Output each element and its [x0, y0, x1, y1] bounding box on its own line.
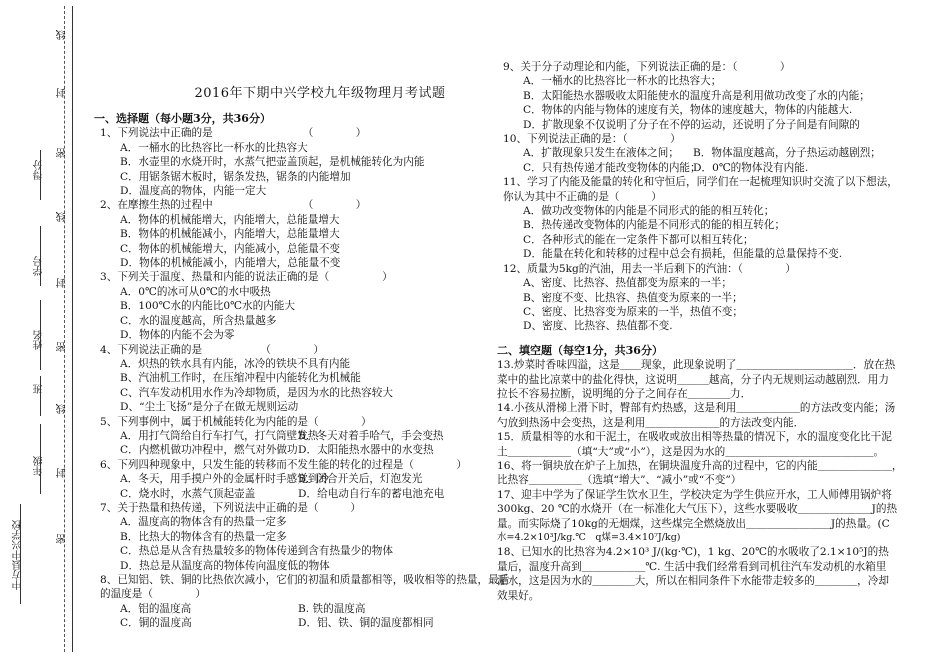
option: C．用锯条锯木板时，锯条发热，锯条的内能增加 — [120, 170, 351, 183]
option: C．热总是从含有热量较多的物体传递到含有热量少的物体 — [120, 545, 393, 558]
option: C、密度、比热容变为原来的一半，热值不变； — [523, 305, 743, 318]
margin-label-feng: 封 — [57, 468, 68, 478]
question-18: 18、已知水的比热容为4.2×10³ J/(kg·℃)，1 kg、20℃的水吸收了2.1×10⁵J的热 — [497, 546, 889, 559]
school-field-line[interactable] — [20, 504, 21, 604]
question-8: 8、已知铝、铁、铜的比热依次减小，它们的初温和质量都相等，吸收相等的热量，最后 — [100, 574, 510, 586]
question-10: 10、下列说法正确的是：（ ） — [503, 133, 681, 146]
question-18-continued: 效果好。 — [497, 589, 540, 602]
option-row — [94, 487, 489, 501]
option: B．冬天对着手哈气，手会变热 — [298, 429, 444, 442]
option-row — [94, 443, 489, 457]
binding-line — [72, 6, 73, 652]
option: B．物体温度越高，分子热运动越剧烈； — [693, 147, 881, 160]
question-18-continued: 量后，温度升高到＿＿＿＿＿＿℃. 生活中我们经常看到司机往汽车发动机的水箱里 — [497, 560, 887, 573]
option-row — [497, 146, 917, 160]
margin-label-feng: 封 — [57, 88, 68, 98]
margin-label-name: 姓名 — [34, 330, 45, 350]
option: D．物体的机械能减小，内能增大，总能量不变 — [120, 257, 341, 270]
option: B、汽油机工作时，在压缩冲程中内能转化为机械能 — [120, 372, 361, 385]
question-13: 13.炒菜时香味四溢，这是＿＿现象，此现象说明了＿＿＿＿＿＿＿＿＿＿＿．放在热 — [497, 359, 896, 372]
option: B．比热大的物体含有的热量一定多 — [120, 530, 287, 543]
margin-label-mi: 密 — [57, 148, 68, 158]
option-row — [94, 472, 489, 486]
margin-label-xian: 线 — [57, 212, 68, 222]
option: C．内燃机做功冲程中，燃气对外做功 — [120, 444, 298, 457]
margin-label-feng: 封 — [57, 278, 68, 288]
exam-title: 2016年下期中兴学校九年级物理月考试题 — [194, 86, 446, 101]
option: C．水的温度越高，所含热量越多 — [120, 314, 277, 327]
option: D．能量在转化和转移的过程中总会有损耗，但能量的总量保持不变. — [523, 248, 843, 261]
question-17-continued: 量。而实际烧了10kg的无烟煤，这些煤完全燃烧放出＿＿＿＿＿＿＿＿J的热量。(C — [497, 517, 890, 530]
right-column — [497, 60, 917, 603]
left-column — [94, 112, 510, 631]
question-6: 6、下列四种现象中，只发生能的转移而不发生能的转化的过程是（ ） — [100, 458, 467, 471]
question-5: 5、下列事例中，属于机械能转化为内能的是（ ） — [100, 415, 372, 428]
question-16: 16、将一铜块放在炉子上加热，在铜块温度升高的过程中，它的内能＿＿＿＿＿＿＿， — [497, 459, 903, 472]
question-11: 11、学习了内能及能量的转化和守恒后，同学们在一起梳理知识时交流了以下想法， — [503, 176, 898, 189]
option: B. 铁的温度高 — [298, 602, 366, 615]
option: B．100℃水的内能比0℃水的内能大 — [120, 300, 295, 313]
spacer — [497, 334, 917, 344]
option: C．物体的机械能增大，内能减小，总能量不变 — [120, 242, 340, 255]
question-14-continued: 勺放到热汤中会变热，这是利用＿＿＿＿＿＿＿的方法改变内能． — [497, 416, 805, 429]
binding-dashed-line — [64, 6, 65, 652]
option: D．铝、铁、铜的温度都相同 — [298, 617, 434, 630]
option: C．铜的温度高 — [120, 617, 192, 630]
option: C．物体的内能与物体的速度有关，物体的速度越大，物体的内能越大. — [523, 104, 853, 117]
option: A．扩散现象只发生在液体之间； — [523, 147, 679, 160]
question-15: 15．质量相等的水和干泥土，在吸收或放出相等热量的情况下，水的温度变化比干泥 — [497, 431, 892, 444]
question-8-continued: 的温度是（ ） — [100, 588, 206, 601]
binding-margin — [0, 0, 88, 658]
margin-label-xian: 线 — [57, 30, 68, 40]
question-14: 14.小孩从滑梯上滑下时，臀部有灼热感，这是利用＿＿＿＿＿＿的方法改变内能；汤 — [497, 402, 896, 415]
section-heading-fill: 二、填空题（每空1分，共36分） — [497, 343, 663, 357]
margin-label-score: 得分 — [34, 160, 45, 180]
margin-label-mi: 密 — [57, 534, 68, 544]
margin-label-school: 中方县中兴学校 — [13, 520, 24, 590]
question-16-continued: 比热容＿＿＿＿＿（选填“增大”、“减小”或“不变”） — [497, 474, 742, 487]
option: D、“尘土飞扬”是分子在做无规则运动 — [120, 401, 299, 414]
question-1: 1、下列说法中正确的是 （ ） — [100, 127, 367, 140]
option: A．温度高的物体含有的热量一定多 — [120, 516, 287, 529]
class-field-line[interactable] — [40, 376, 41, 416]
question-15-continued: 土＿＿＿＿＿＿（填“大”或“小”），这是因为水的＿＿＿＿＿＿＿＿＿＿＿＿＿＿。 — [497, 445, 885, 458]
margin-label-mi: 密 — [57, 342, 68, 352]
question-13-continued: 菜中的盐比凉菜中的盐化得快，这说明＿＿＿越高，分子内无规则运动越剧烈．用力 — [497, 373, 889, 386]
question-3: 3、下列关于温度、热量和内能的说法正确的是（ ） — [100, 271, 393, 284]
option: C．烧水时，水蒸气顶起壶盖 — [120, 487, 256, 500]
student-id-field-line[interactable] — [40, 226, 41, 286]
option: D．物体的内能不会为零 — [120, 329, 235, 342]
question-4: 4、下列说法正确的是 （ ） — [100, 343, 324, 356]
option-row — [94, 429, 489, 443]
question-17-continued: 300kg、20 ℃的水烧开（在一标准化大气压下），这些水要吸收＿＿＿＿＿＿＿J的热 — [497, 503, 898, 516]
option-row — [94, 616, 489, 630]
margin-label-student-id: 学号 — [34, 256, 45, 276]
option: A、密度、比热容、热值都变为原来的一半； — [523, 277, 732, 290]
option: A．一桶水的比热容比一杯水的比热容大； — [523, 75, 722, 88]
option: B．水壶里的水烧开时，水蒸气把壶盖顶起，是机械能转化为内能 — [120, 156, 425, 169]
option: A．物体的机械能增大，内能增大，总能量增大 — [120, 213, 340, 226]
option: B．太阳能热水器吸收太阳能使水的温度升高是利用做功改变了水的内能； — [523, 89, 870, 102]
option-row — [94, 602, 489, 616]
option: D．温度高的物体，内能一定大 — [120, 185, 267, 198]
margin-label-grade: 年级 — [34, 456, 45, 476]
option: A．一桶水的比热容比一杯水的比热容大 — [120, 141, 308, 154]
question-18-continued: 灌水，这是因为水的＿＿＿＿大，所以在相同条件下水能带走较多的＿＿＿＿，冷却 — [497, 575, 889, 588]
option: B．热传递改变物体的内能是不同形式的能的相互转化； — [523, 219, 786, 232]
option: C．只有热传递才能改变物体的内能； — [523, 161, 701, 174]
margin-label-xian: 线 — [57, 404, 68, 414]
option: B、密度不变、比热容、热值变为原来的一半； — [523, 291, 743, 304]
question-13-continued: 拉长不容易拉断，说明绳的分子之间存在＿＿＿＿力． — [497, 387, 752, 400]
margin-label-class: 班 — [34, 384, 45, 394]
option: D．给电动自行车的蓄电池充电 — [298, 487, 445, 500]
option: D、密度、比热容、热值都不变. — [523, 320, 673, 333]
question-11-continued: 你认为其中不正确的是（ ） — [503, 190, 662, 203]
option: D．太阳能热水器中的水变热 — [298, 444, 434, 457]
option: B．闭合开关后，灯泡发光 — [298, 473, 423, 486]
option: A．铝的温度高 — [120, 602, 192, 615]
option: A．用打气筒给自行车打气，打气筒壁发热 — [120, 429, 319, 442]
option: C、汽车发动机用水作为冷却物质，是因为水的比热容较大 — [120, 386, 393, 399]
option: D．热总是从温度高的物体传向温度低的物体 — [120, 559, 330, 572]
option: B．物体的机械能减小，内能增大，总能量增大 — [120, 228, 340, 241]
option: A．0℃的冰可从0℃的水中吸热 — [120, 285, 271, 298]
option: C．各种形式的能在一定条件下都可以相互转化； — [523, 233, 754, 246]
name-field-line[interactable] — [40, 300, 41, 370]
question-2: 2、在摩擦生热的过程中 （ ） — [100, 199, 367, 212]
question-7: 7、关于热量和热传递，下列说法中正确的是（ ） — [100, 501, 361, 514]
option: A．做功改变物体的内能是不同形式的能的相互转化； — [523, 205, 775, 218]
grade-field-line[interactable] — [40, 424, 41, 494]
option: A．冬天，用手摸户外的金属杆时手感觉到冷 — [120, 473, 329, 486]
section-heading-choice: 一、选择题（每小题3分，共36分） — [94, 112, 271, 125]
option: A．炽热的铁水具有内能，冰冷的铁块不具有内能 — [120, 357, 351, 370]
question-12: 12、质量为5kg的汽油，用去一半后剩下的汽油：（ ） — [503, 262, 796, 275]
question-17-constants: 水=4.2×10³J/kg.℃ q煤=3.4×10⁷J/kg) — [497, 532, 681, 543]
option-row — [497, 161, 917, 175]
option: D．扩散现象不仅说明了分子在不停的运动，还说明了分子间是有间隙的 — [523, 118, 860, 131]
question-17: 17、迎丰中学为了保证学生饮水卫生，学校决定为学生供应开水，工人师傅用锅炉将 — [497, 488, 892, 501]
option: D．0℃的物体没有内能. — [693, 161, 809, 174]
question-9: 9、关于分子动理论和内能，下列说法正确的是：（ ） — [503, 61, 791, 73]
score-field-line[interactable] — [40, 150, 41, 200]
